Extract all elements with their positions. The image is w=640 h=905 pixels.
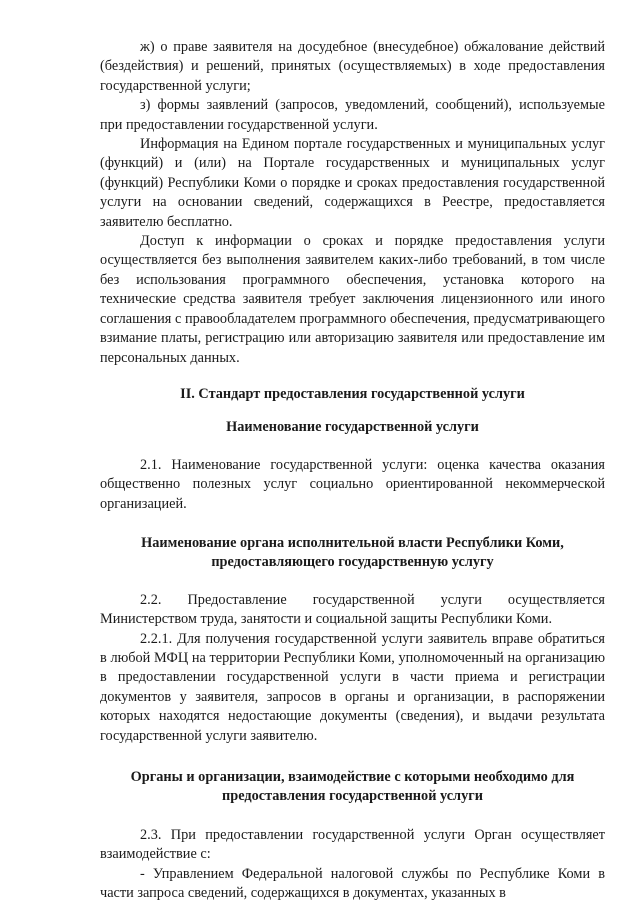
subheading-interaction [100,768,605,807]
subheading-service-name: Наименование государственной услуги [226,419,479,436]
document-page [100,38,605,903]
paragraph-2-3: 2.3. При предоставлении государственной услуги Орган осуществляет взаимодействие с: [100,826,605,863]
paragraph-access-to-information: Доступ к информации о сроках и порядке предоставления услуги осуществляется без выполнения заявителем каких-либо требований, в том числе без использования программного обеспечения, установка которого на технические средства заявителя требует заключения лицензионного или иного соглашения с правообладателем программного обеспечения, предусматривающего взимание платы, регистрацию или авторизацию заявителя или предоставление им персональных данных. [100,233,605,366]
section-heading-standard: II. Стандарт предоставления государственной услуги [180,385,525,402]
subheading-authority-line-1: Наименование органа исполнительной власти Республики Коми, [141,534,564,551]
paragraph-2-2: 2.2. Предоставление государственной услуги осуществляется Министерством труда, занятости и социальной защиты Республики Коми. [100,591,605,628]
paragraph-2-2-1: 2.2.1. Для получения государственной услуги заявитель вправе обратиться в любой МФЦ на территории Республики Коми, уполномоченный на организацию в предоставлении государственной услуги в части приема и регистрации документов у заявителя, запросов в органы и организации, в распоряжении которых находятся недостающие документы (сведения), и выдачи результата государственной услуги заявителю. [100,630,605,744]
paragraph-tax-service: - Управлением Федеральной налоговой службы по Республике Коми в части запроса сведений, содержащихся в документах, указанных в [100,865,605,902]
paragraph-portal-information: Информация на Едином портале государственных и муниципальных услуг (функций) и (или) на Портале государственных и муниципальных услуг (функций) Республики Коми о порядке и сроках предоставления государственной услуги на основании сведений, содержащихся в Реестре, предоставляется заявителю бесплатно. [100,136,605,230]
paragraph-item-zh: ж) о праве заявителя на досудебное (внесудебное) обжалование действий (бездействия) и решений, принятых (осуществляемых) в ходе предоставления государственной услуги; [100,39,605,94]
subheading-authority-line-2: предоставляющего государственную услугу [211,554,494,571]
paragraph-2-1: 2.1. Наименование государственной услуги: оценка качества оказания общественно полезных услуг социально ориентированной некоммерческой организацией. [100,456,605,512]
subheading-interaction-line-1: Органы и организации, взаимодействие с которыми необходимо для [130,769,575,785]
paragraph-item-z: з) формы заявлений (запросов, уведомлений, сообщений), используемые при предоставлении государственной услуги. [100,97,605,133]
subheading-authority [100,534,605,573]
subheading-interaction-line-2: предоставления государственной услуги [222,788,483,805]
